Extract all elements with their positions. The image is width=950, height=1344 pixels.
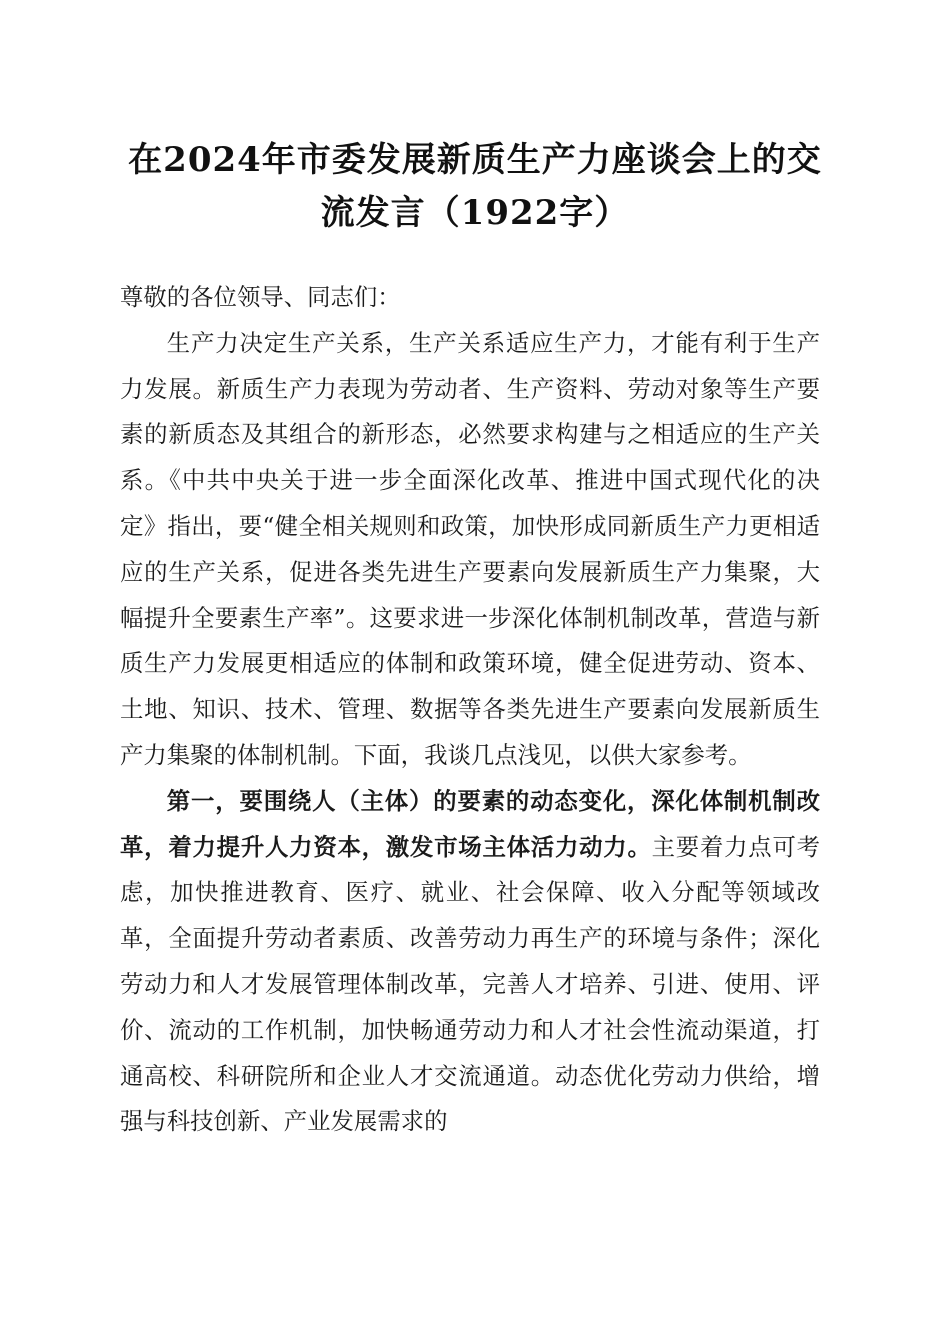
title-line-2: 流发言（1922字） — [320, 193, 630, 233]
first-point-text: 主要着力点可考虑，加快推进教育、医疗、就业、社会保障、收入分配等领域改革，全面提升劳动者素质、改善劳动力再生产的环境与条件；深化劳动力和人才发展管理体制改革，完善人才培养、引进、使用、评价、流动的工作机制，加快畅通劳动力和人才社会性流动渠道，打通高校、科研院所和企业人才交流通道。动态优化劳动力供给，增强与科技创新、产业发展需求的 — [120, 832, 821, 1136]
greeting: 尊敬的各位领导、同志们： — [120, 283, 401, 311]
document-body — [120, 275, 820, 1145]
document-title — [110, 134, 840, 240]
title-line-1: 在2024年市委发展新质生产力座谈会上的交 — [128, 140, 822, 180]
first-point-heading: 第一，要围绕人（主体）的要素的动态变化，深化体制机制改革，着力提升人力资本，激发市场主体活力动力。 — [120, 786, 820, 861]
paragraph-intro: 生产力决定生产关系，生产关系适应生产力，才能有利于生产力发展。新质生产力表现为劳动者、生产资料、劳动对象等生产要素的新质态及其组合的新形态，必然要求构建与之相适应的生产关系。《中共中央关于进一步全面深化改革、推进中国式现代化的决定》指出，要“健全相关规则和政策，加快形成同新质生产力更相适应的生产关系，促进各类先进生产要素向发展新质生产力集聚，大幅提升全要素生产率”。这要求进一步深化体制机制改革，营造与新质生产力发展更相适应的体制和政策环境，健全促进劳动、资本、土地、知识、技术、管理、数据等各类先进生产要素向发展新质生产力集聚的体制机制。下面，我谈几点浅见，以供大家参考。 — [120, 328, 820, 769]
paragraph-first-point — [120, 779, 820, 1145]
